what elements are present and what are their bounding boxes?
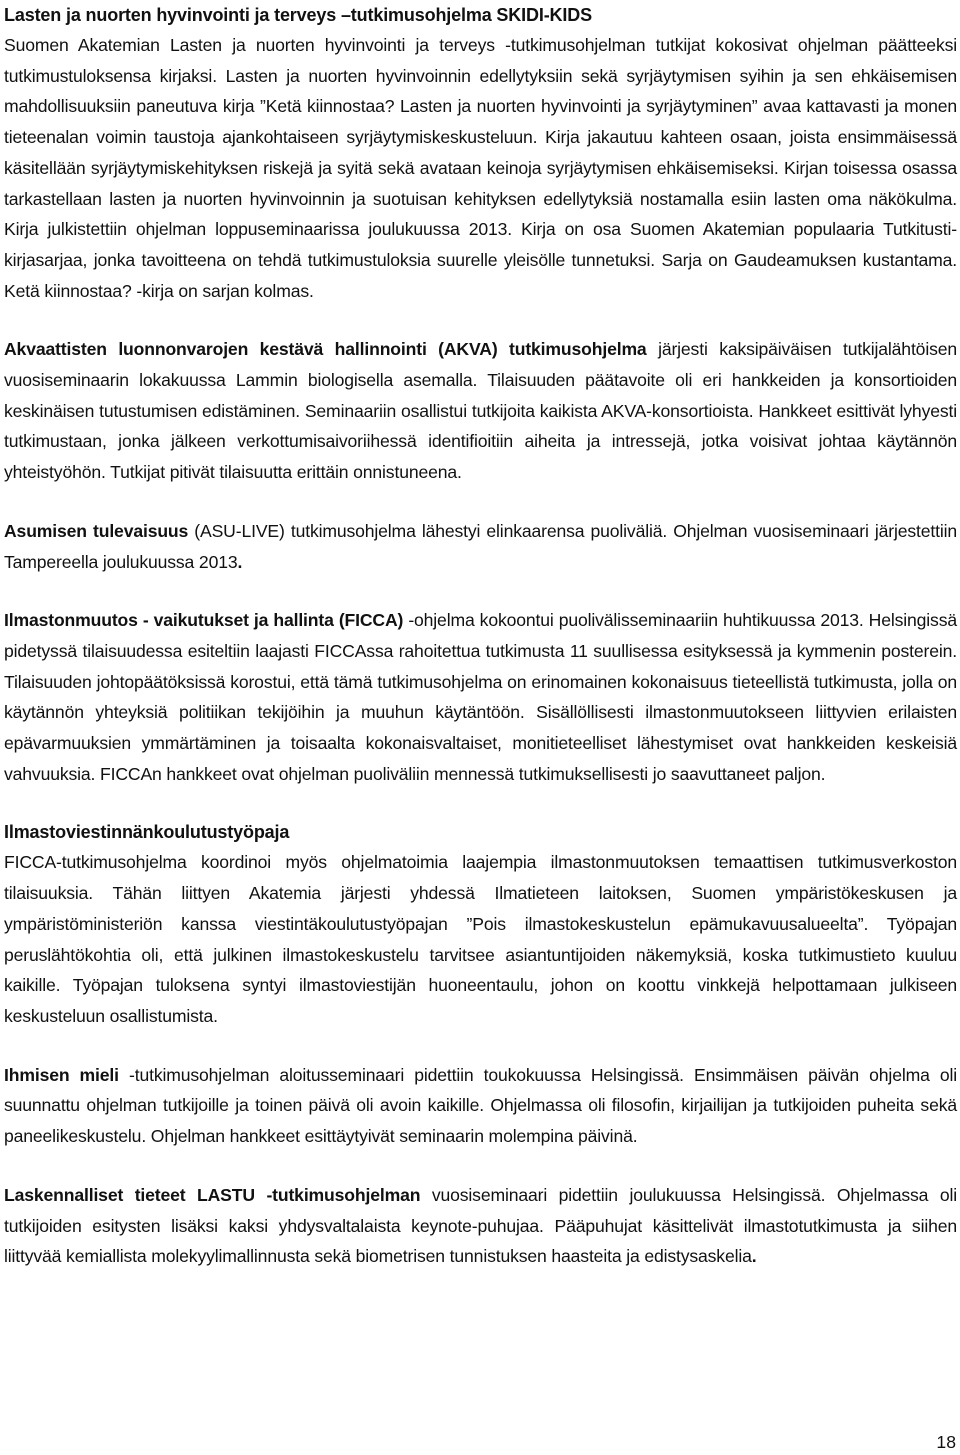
section-spacer bbox=[4, 577, 957, 605]
section-spacer bbox=[4, 1152, 957, 1180]
akva-text: järjesti kaksipäiväisen tutkijalähtöisen vuosiseminaarin lokakuussa Lammin biologisella asemalla. Tilaisuuden päätavoite oli eri hankkeiden ja konsortioiden keskinäisen tutustumisen edistäminen. Seminaariin osallistui tutkijoita kaikista AKVA-konsortioista. Hankkeet esittivät lyhyesti tutkimustaan, jonka jälkeen verkottumisaivoriihessä identifioitiin aiheita ja intressejä, jotka voisivat johtaa käytännön yhteistyöhön. Tutkijat pitivät tilaisuutta erittäin onnistuneena. bbox=[4, 339, 957, 483]
workshop-heading: Ilmastoviestinnänkoulutustyöpaja bbox=[4, 822, 290, 843]
ficca-text: -ohjelma kokoontui puolivälisseminaariin huhtikuussa 2013. Helsingissä pidetyssä tilaisuudessa esiteltiin laajasti FICCAssa rahoitettua tutkimusta 11 suullisessa esityksessä ja kymmenin posterein. Tilaisuuden johtopäätöksissä korostui, että tämä tutkimusohjelma on erinomainen kokonaisuus tieteellistä tutkimusta, jolla on käytännön yhteyksiä politiikan tekijöihin ja muuhun käytäntöön. Sisällöllisesti ilmastonmuutokseen liittyvien erilaisten epävarmuuksien ymmärtäminen ja toisaalta kokonaisvaltaiset, monitieteelliset lähestymiset ovat hankkeiden keskeisiä vahvuuksia. FICCAn hankkeet ovat ohjelman puoliväliin mennessä tutkimuksellisesti jo saavuttaneet paljon. bbox=[4, 610, 957, 784]
asu-program-name: Asumisen tulevaisuus bbox=[4, 520, 189, 541]
lastu-paragraph bbox=[4, 1180, 957, 1272]
mind-text: -tutkimusohjelman aloitusseminaari pidettiin toukokuussa Helsingissä. Ensimmäisen päivän ohjelma oli suunnattu ohjelman tutkijoille ja toinen päivä oli avoin kaikille. Ohjelmassa oli filosofin, kirjailijan ja tutkijoiden puheita sekä paneelikeskustelu. Ohjelman hankkeet esittäytyivät seminaarin molempina päivinä. bbox=[4, 1064, 957, 1147]
asu-paragraph bbox=[4, 516, 957, 577]
akva-program-name: Akvaattisten luonnonvarojen kestävä hallinnointi (AKVA) tutkimusohjelma bbox=[4, 339, 647, 360]
document-page bbox=[4, 0, 957, 1272]
workshop-paragraph: FICCA-tutkimusohjelma koordinoi myös ohjelmatoimia laajempia ilmastonmuutoksen temaattisen tutkimusverkoston tilaisuuksia. Tähän liittyen Akatemia järjesti yhdessä Ilmatieteen laitoksen, Suomen ympäristökeskusen ja ympäristöministeriön kanssa viestintäkoulutustyöpajan ”Pois ilmastokeskustelun epämukavuusalueelta”. Työpajan peruslähtökohtia oli, että julkinen ilmastokeskustelu tarvitsee asiantuntijoiden näkemyksiä, koska tutkimustieto kuuluu kaikille. Työpajan tuloksena syntyi ilmastoviestijän huoneentaulu, johon on koottu vinkkejä helpottamaan julkiseen keskusteluun osallistumista. bbox=[4, 852, 957, 1026]
section-spacer bbox=[4, 1032, 957, 1060]
section-spacer bbox=[4, 306, 957, 334]
ficca-program-name: Ilmastonmuutos - vaikutukset ja hallinta (FICCA) bbox=[4, 610, 404, 631]
lastu-period: . bbox=[751, 1246, 757, 1267]
ficca-paragraph bbox=[4, 605, 957, 789]
asu-period: . bbox=[237, 551, 243, 572]
mind-program-name: Ihmisen mieli bbox=[4, 1064, 119, 1085]
section-spacer bbox=[4, 789, 957, 817]
page-number: 18 bbox=[936, 1432, 956, 1452]
lastu-program-name: Laskennalliset tieteet LASTU -tutkimusohjelman bbox=[4, 1184, 421, 1205]
skidi-paragraph: Suomen Akatemian Lasten ja nuorten hyvinvointi ja terveys -tutkimusohjelman tutkijat kokosivat ohjelman päätteeksi tutkimustuloksensa kirjaksi. Lasten ja nuorten hyvinvoinnin edellytyksiin sekä syrjäytymisen syihin ja sen ehkäisemisen mahdollisuuksiin paneutuva kirja ”Ketä kiinnostaa? Lasten ja nuorten hyvinvointi ja syrjäytyminen” avaa kattavasti ja monen tieteenalan voimin taustoja ajankohtaiseen syrjäytymiskeskusteluun. Kirja jakautuu kahteen osaan, joista ensimmäisessä käsitellään syrjäytymiskehityksen riskejä ja syitä sekä avataan keinoja syrjäytymisen ehkäisemiseksi. Kirjan toisessa osassa tarkastellaan lasten ja nuorten hyvinvoinnin ja suotuisan kehityksen edellytyksiä nostamalla esiin lasten oma näkökulma. Kirja julkistettiin ohjelman loppuseminaarissa joulukuussa 2013. Kirja on osa Suomen Akatemian populaaria Tutkitusti-kirjasarjaa, jonka tavoitteena on tehdä tutkimustuloksia suurelle yleisölle tunnetuksi. Sarja on Gaudeamuksen kustantama. Ketä kiinnostaa? -kirja on sarjan kolmas. bbox=[4, 35, 957, 301]
section-spacer bbox=[4, 488, 957, 516]
mind-paragraph bbox=[4, 1060, 957, 1152]
asu-text: (ASU-LIVE) tutkimusohjelma lähestyi elinkaarensa puoliväliä. Ohjelman vuosiseminaari järjestettiin Tampereella joulukuussa 2013 bbox=[4, 520, 957, 572]
lastu-text: vuosiseminaari pidettiin joulukuussa Helsingissä. Ohjelmassa oli tutkijoiden esitysten lisäksi kaksi yhdysvaltalaista keynote-puhujaa. Pääpuhujat käsittelivät ilmastotutkimusta ja siihen liittyvää kemiallista molekyylimallinnusta sekä biometrisen tunnistuksen haasteita ja edistysaskelia bbox=[4, 1184, 957, 1267]
skidi-heading: Lasten ja nuorten hyvinvointi ja terveys –tutkimusohjelma SKIDI-KIDS bbox=[4, 5, 592, 25]
akva-paragraph bbox=[4, 334, 957, 488]
